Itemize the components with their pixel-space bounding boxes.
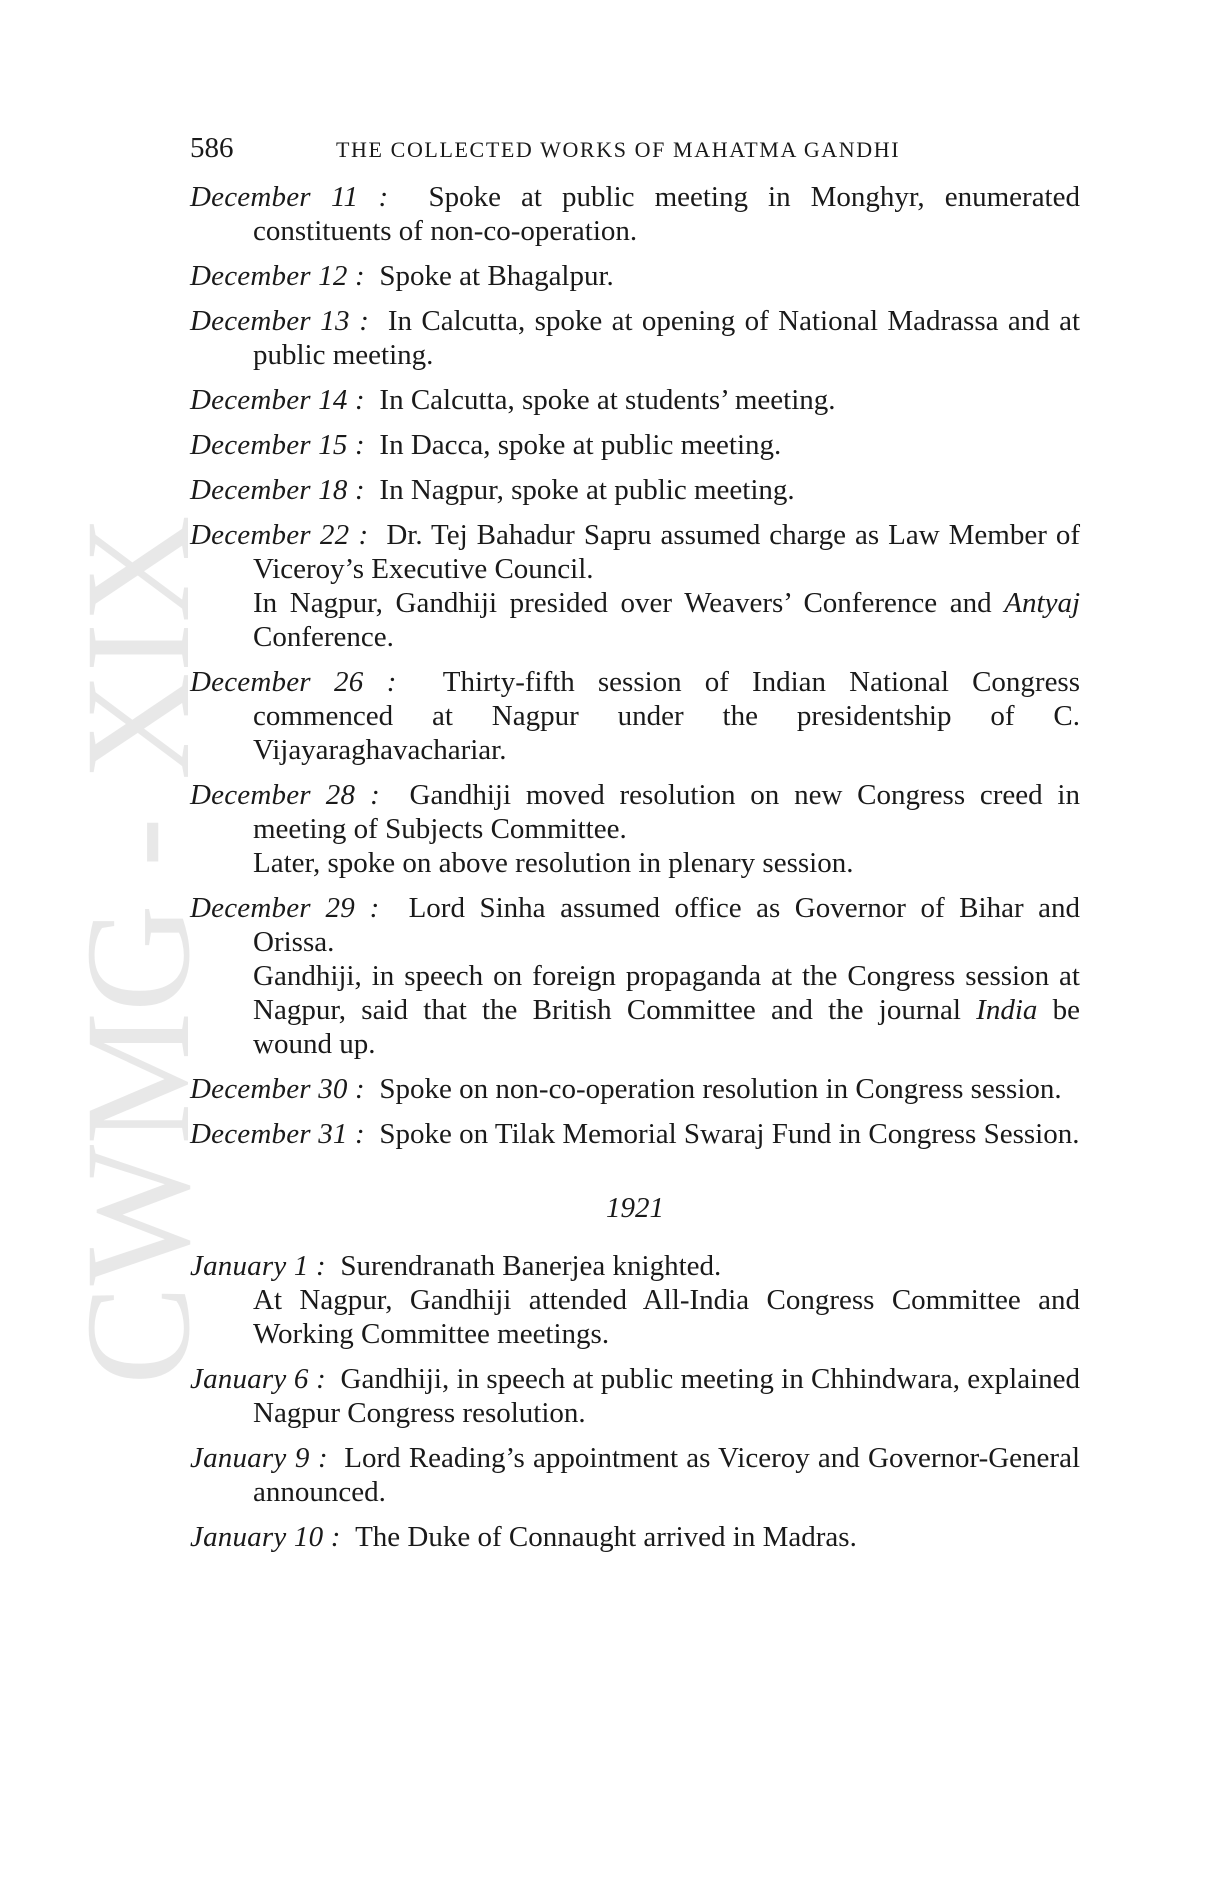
entry-continuation: At Nagpur, Gandhiji attended All-India Congress Committee and Working Committee meetings.	[253, 1284, 1080, 1350]
italic-term: Antyaj	[1004, 587, 1080, 619]
entry-date: December 14 :	[190, 384, 365, 416]
entry-dec-28	[190, 778, 1080, 880]
entry-dec-15	[190, 428, 1080, 462]
entry-date: December 12 :	[190, 260, 365, 292]
entry-dec-29	[190, 891, 1080, 1061]
entry-dec-12	[190, 259, 1080, 293]
entry-jan-6	[190, 1362, 1080, 1430]
entry-text: Spoke at Bhagalpur.	[379, 260, 614, 292]
entry-date: December 28 :	[190, 779, 380, 811]
entry-date: December 30 :	[190, 1073, 365, 1105]
entry-date: January 1 :	[190, 1250, 326, 1282]
entry-dec-30	[190, 1072, 1080, 1106]
watermark-text: CWMG - XIX	[55, 510, 221, 1385]
entry-text: In Calcutta, spoke at opening of National Madrassa and at public meeting.	[253, 305, 1081, 371]
entry-text: Dr. Tej Bahadur Sapru assumed charge as Law Member of Viceroy’s Executive Council.	[253, 519, 1081, 585]
entry-dec-31	[190, 1117, 1080, 1151]
entry-date: December 29 :	[190, 892, 380, 924]
entry-text: Lord Sinha assumed office as Governor of Bihar and Orissa.	[253, 892, 1081, 958]
entry-text: Spoke on non-co-operation resolution in Congress session.	[379, 1073, 1062, 1105]
entry-dec-11	[190, 180, 1080, 248]
entry-date: January 6 :	[190, 1363, 326, 1395]
entry-date: December 15 :	[190, 429, 365, 461]
running-head	[190, 128, 1080, 168]
entry-continuation-end: Conference.	[253, 621, 394, 653]
entry-date: December 31 :	[190, 1118, 365, 1150]
entry-date: December 13 :	[190, 305, 370, 337]
entry-jan-10	[190, 1520, 1080, 1554]
entry-date: December 18 :	[190, 474, 365, 506]
entry-text: Surendranath Banerjea knighted.	[340, 1250, 722, 1282]
entry-text: The Duke of Connaught arrived in Madras.	[355, 1521, 857, 1553]
page-number: 586	[190, 132, 234, 164]
entry-dec-22	[190, 518, 1080, 654]
entry-jan-1	[190, 1249, 1080, 1351]
entry-text: In Dacca, spoke at public meeting.	[379, 429, 782, 461]
entry-text: In Nagpur, spoke at public meeting.	[379, 474, 795, 506]
entry-dec-14	[190, 383, 1080, 417]
entry-date: December 11 :	[190, 181, 389, 213]
year-heading: 1921	[606, 1192, 664, 1224]
entry-date: January 10 :	[190, 1521, 341, 1553]
entry-text: Lord Reading’s appointment as Viceroy and Governor-General announced.	[253, 1442, 1080, 1508]
entry-text: Spoke on Tilak Memorial Swaraj Fund in Congress Session.	[379, 1118, 1080, 1150]
italic-term: India	[976, 994, 1038, 1026]
entry-dec-26	[190, 665, 1080, 767]
entry-jan-9	[190, 1441, 1080, 1509]
entry-date: December 22 :	[190, 519, 369, 551]
entry-continuation: In Nagpur, Gandhiji presided over Weavers’ Conference and	[253, 587, 1005, 619]
entry-text: Spoke at public meeting in Monghyr, enumerated constituents of non-co-operation.	[253, 181, 1080, 247]
entry-continuation: Later, spoke on above resolution in plenary session.	[253, 847, 854, 879]
running-title: THE COLLECTED WORKS OF MAHATMA GANDHI	[336, 137, 901, 162]
entry-text: Thirty-fifth session of Indian National Congress commenced at Nagpur under the presidentship of C. Vijayaraghavachariar.	[253, 666, 1081, 766]
entry-text: Gandhiji, in speech at public meeting in Chhindwara, explained Nagpur Congress resolution.	[253, 1363, 1080, 1429]
entry-continuation-end: be wound up.	[253, 994, 1080, 1060]
entry-text: Gandhiji moved resolution on new Congress creed in meeting of Subjects Committee.	[253, 779, 1080, 845]
entry-text: In Calcutta, spoke at students’ meeting.	[379, 384, 836, 416]
entry-dec-18	[190, 473, 1080, 507]
entry-continuation: Gandhiji, in speech on foreign propaganda at the Congress session at Nagpur, said that the British Committee and the journal	[253, 960, 1080, 1026]
entry-date: January 9 :	[190, 1442, 328, 1474]
entry-dec-13	[190, 304, 1080, 372]
chronology	[190, 180, 1080, 1565]
entry-date: December 26 :	[190, 666, 397, 698]
